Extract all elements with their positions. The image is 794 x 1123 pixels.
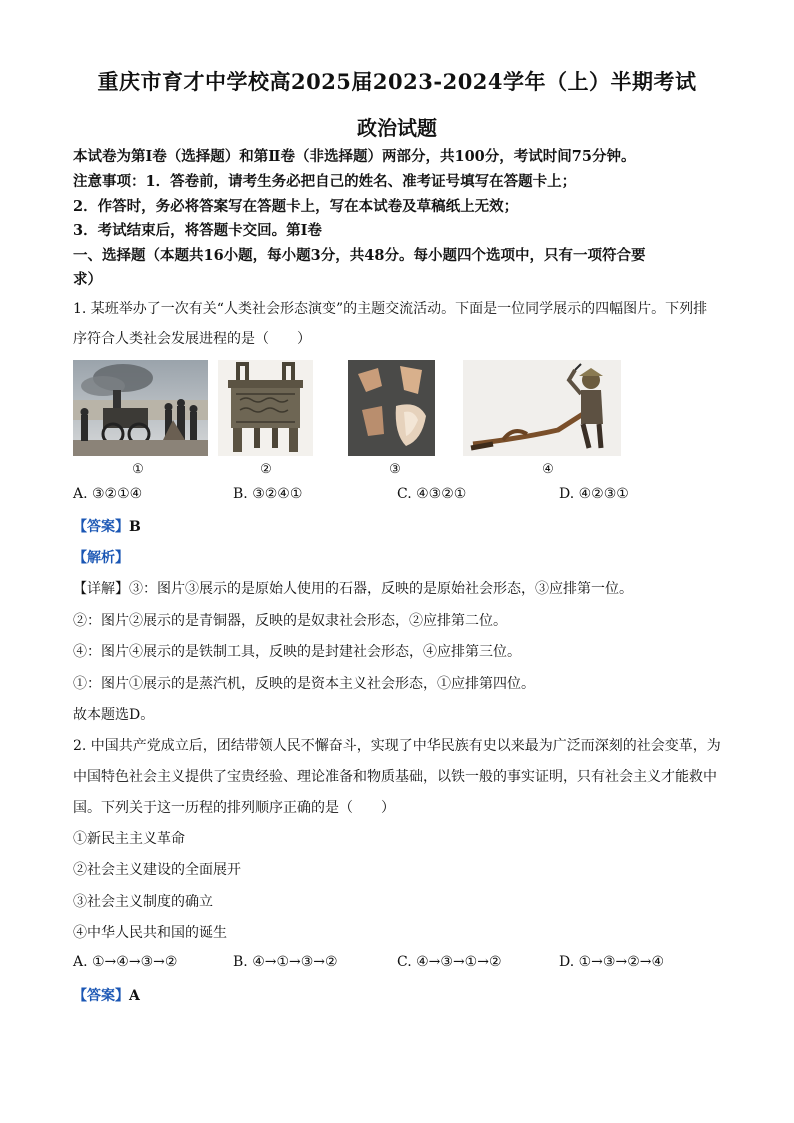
iron-plough-image [463,360,621,456]
q1-answer [73,516,733,538]
answer-label: 【答案】 [73,519,129,535]
q2-stem: 2. 中国共产党成立后，团结带领人民不懈奋斗，实现了中华民族有史以来最为广泛而深刻的社会变革，为 [73,738,721,754]
answer-value: A [129,988,140,1004]
image-caption-2: ② [260,462,272,477]
note-line-4: 3．考试结束后，将答题卡交回。第Ⅰ卷 [73,222,322,239]
q1-option-b: B. ③②④① [233,486,303,502]
q1-option-a: A. ③②①④ [73,486,143,502]
q2-option-d: D. ①→③→②→④ [559,954,665,970]
q2-answer [73,985,733,1007]
section-heading: 一、选择题（本题共16小题，每小题3分，共48分。每小题四个选项中，只有一项符合要 [73,247,646,264]
analysis-label: 【解析】 [73,550,129,566]
q2-item-1: ①新民主主义革命 [73,831,185,847]
q1-stem-cont: 序符合人类社会发展进程的是（ ） [73,331,311,347]
steam-engine-image [73,360,208,456]
q2-option-c: C. ④→③→①→② [397,954,502,970]
q2-stem-cont-1: 中国特色社会主义提供了宝贵经验、理论准备和物质基础，以铁一般的事实证明，只有社会主义才能救中 [73,769,717,785]
note-line-1: 本试卷为第Ⅰ卷（选择题）和第Ⅱ卷（非选择题）两部分，共100分，考试时间75分钟。 [73,148,636,165]
q2-option-b: B. ④→①→③→② [233,954,338,970]
stone-tools-image [348,360,435,456]
q1-detail-3: ④：图片④展示的是铁制工具，反映的是封建社会形态，④应排第三位。 [73,644,521,660]
image-caption-3: ③ [389,462,401,477]
q1-detail-1: 【详解】③：图片③展示的是原始人使用的石器，反映的是原始社会形态，③应排第一位。 [73,581,633,597]
answer-label: 【答案】 [73,988,129,1004]
note-line-3: 2．作答时，务必将答案写在答题卡上，写在本试卷及草稿纸上无效； [73,198,519,215]
q1-stem: 1. 某班举办了一次有关“人类社会形态演变”的主题交流活动。下面是一位同学展示的四幅图片。下列排 [73,301,708,317]
q1-option-d: D. ④②③① [559,486,629,502]
bronze-ding-image [218,360,313,456]
q2-item-4: ④中华人民共和国的诞生 [73,925,227,941]
q2-item-2: ②社会主义建设的全面展开 [73,862,241,878]
image-caption-1: ① [132,462,144,477]
section-heading-cont: 求） [73,271,102,288]
q2-item-3: ③社会主义制度的确立 [73,894,213,910]
q1-detail-4: ①：图片①展示的是蒸汽机，反映的是资本主义社会形态，①应排第四位。 [73,676,535,692]
image-caption-4: ④ [542,462,554,477]
q1-analysis [73,547,733,569]
q1-detail-2: ②：图片②展示的是青铜器，反映的是奴隶社会形态，②应排第二位。 [73,613,507,629]
page-title: 重庆市育才中学校高2025届2023-2024学年（上）半期考试 [97,69,697,94]
q1-detail-5: 故本题选D。 [73,707,155,723]
q2-option-a: A. ①→④→③→② [73,954,178,970]
page-subtitle: 政治试题 [357,116,437,140]
q2-stem-cont-2: 国。下列关于这一历程的排列顺序正确的是（ ） [73,800,395,816]
q1-option-c: C. ④③②① [397,486,467,502]
answer-value: B [129,519,141,535]
note-line-2: 注意事项：1．答卷前，请考生务必把自己的姓名、准考证号填写在答题卡上； [73,173,577,190]
